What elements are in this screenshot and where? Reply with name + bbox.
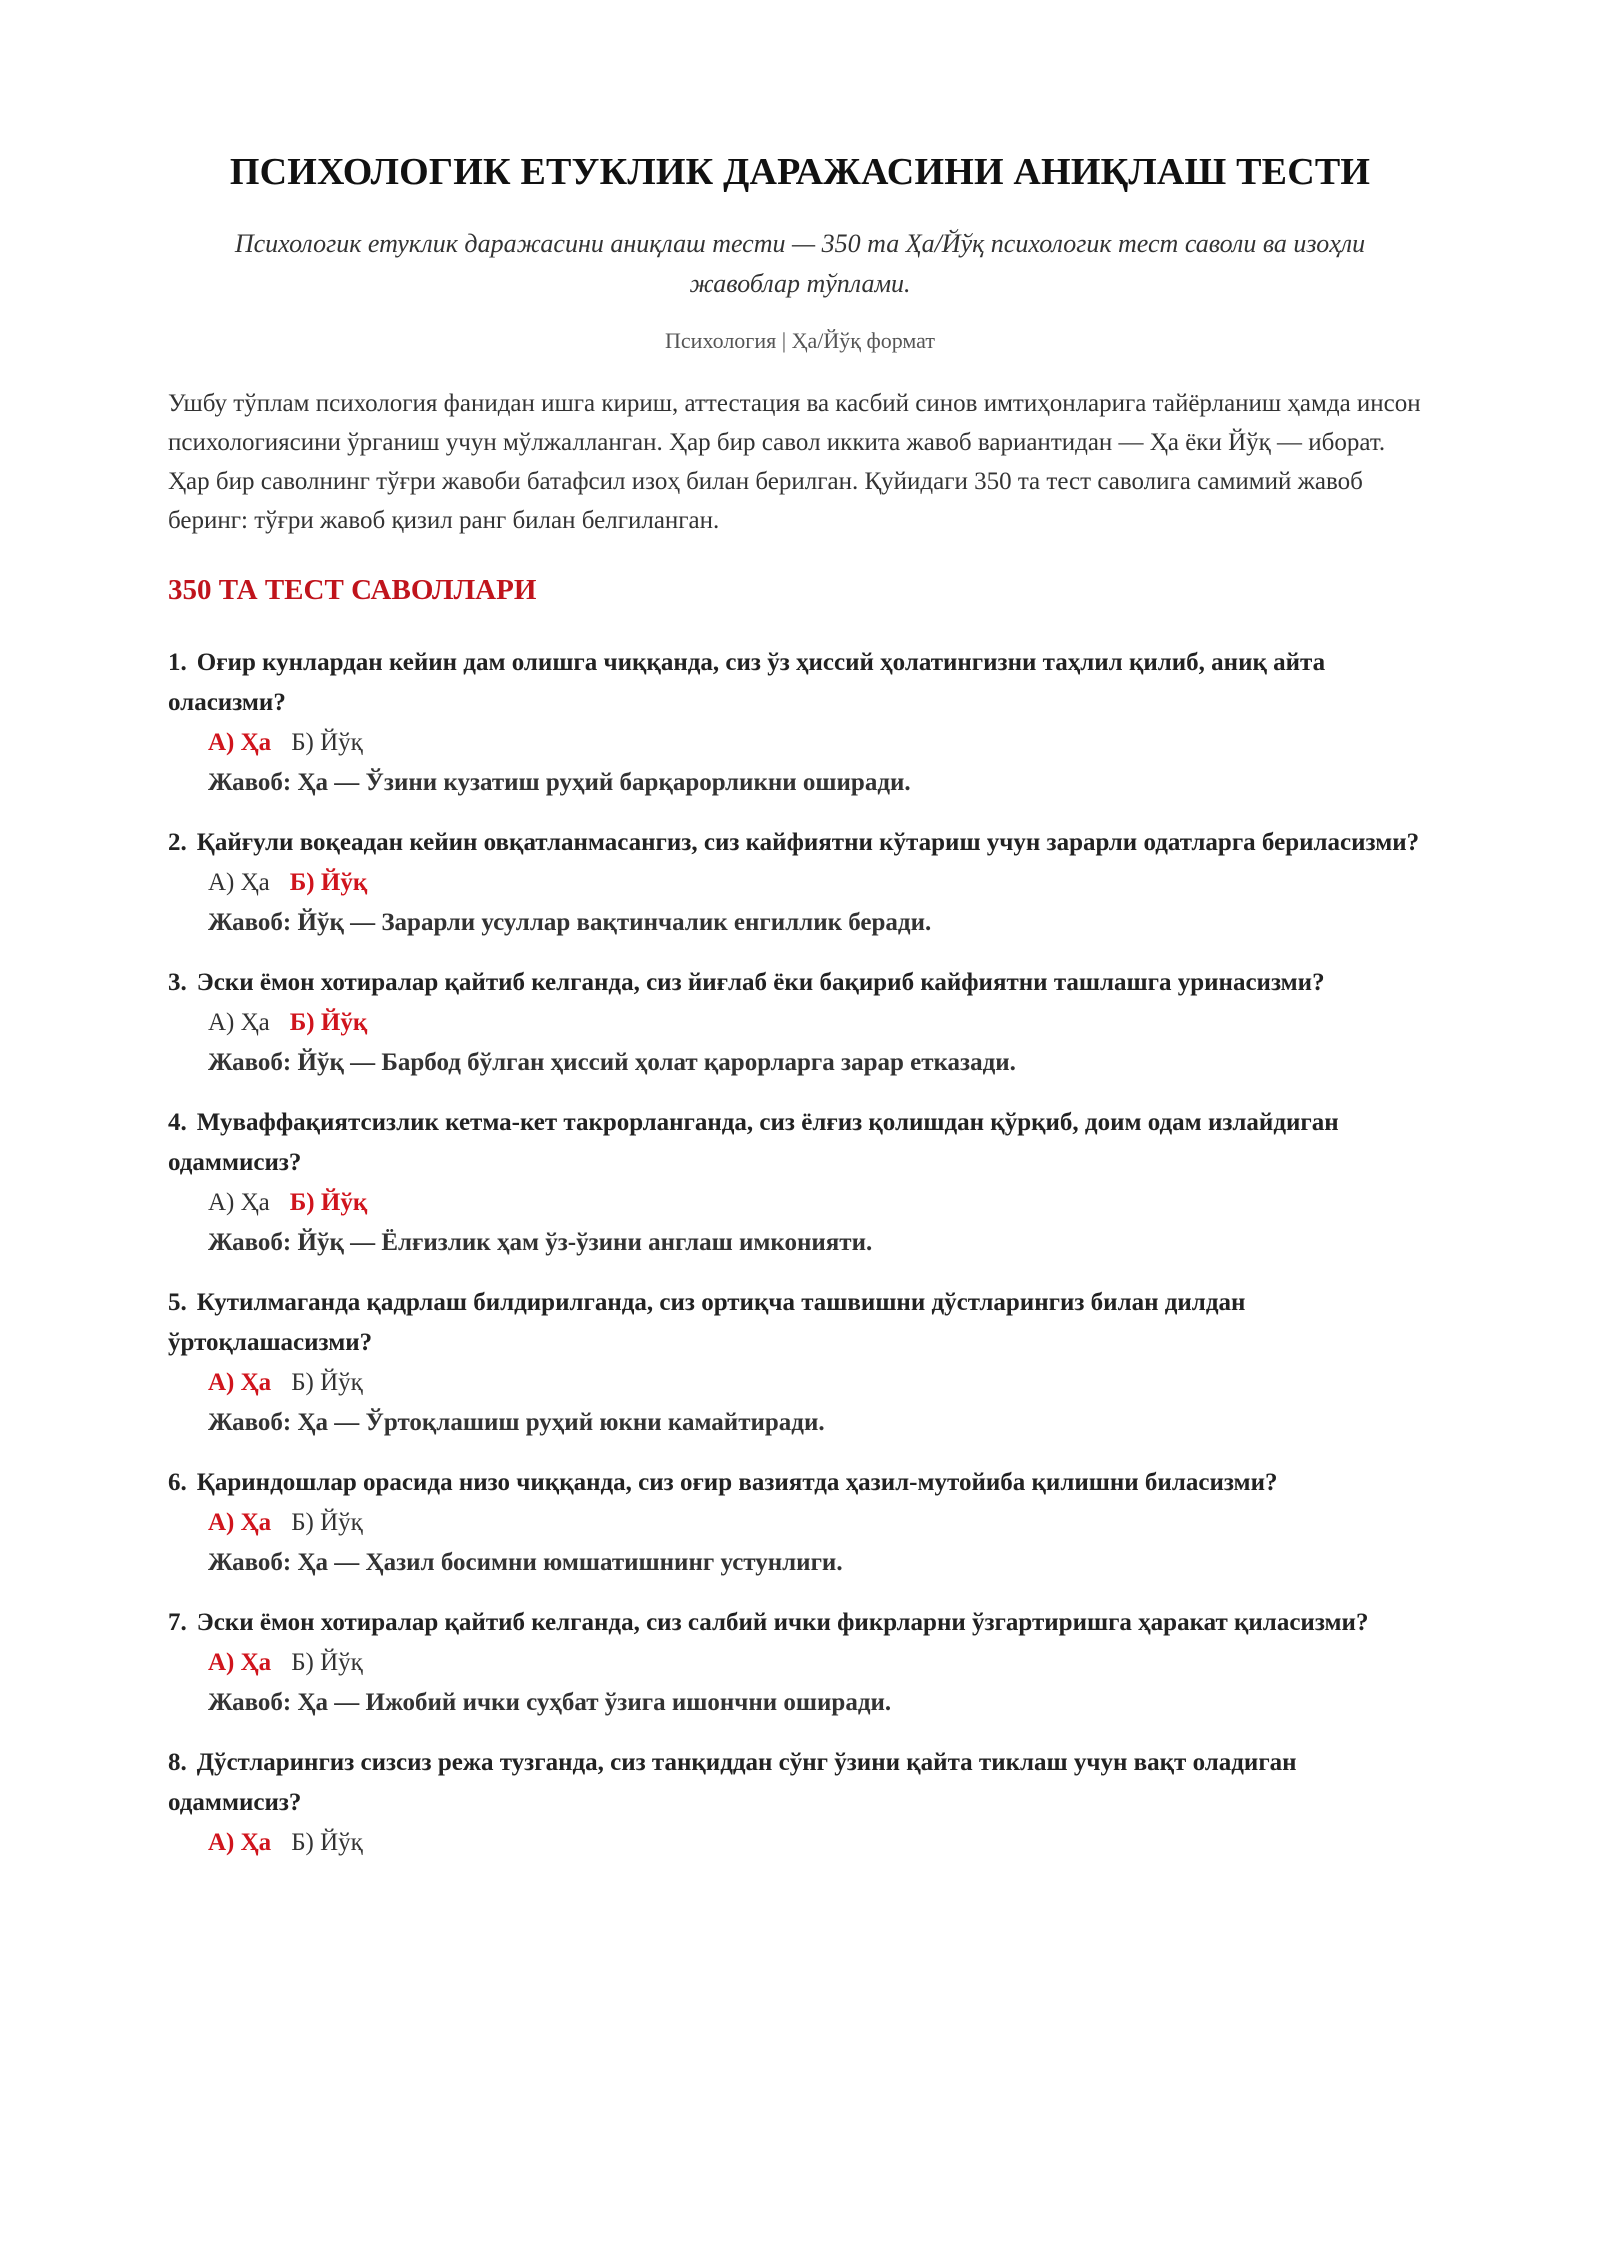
answer-options <box>168 1003 1432 1043</box>
question-number: 3. <box>168 969 187 996</box>
question-text: Дўстларингиз сизсиз режа тузганда, сиз танқиддан сўнг ўзини қайта тиклаш учун вақт оладиган одаммисиз? <box>168 1749 1297 1816</box>
answer-options <box>168 1183 1432 1223</box>
question-text: Муваффақиятсизлик кетма-кет такрорланганда, сиз ёлғиз қолишдан қўрқиб, доим одам излайдиган одаммисиз? <box>168 1109 1339 1176</box>
question-item <box>168 643 1432 803</box>
question-text-line <box>168 963 1432 1003</box>
answer-options <box>168 1363 1432 1403</box>
question-number: 2. <box>168 829 187 856</box>
answer-explanation: Жавоб: Йўқ — Барбод бўлган ҳиссий ҳолат қарорларга зарар етказади. <box>208 1049 1016 1076</box>
question-item <box>168 1103 1432 1263</box>
question-number: 6. <box>168 1469 187 1496</box>
answer-explanation: Жавоб: Ҳа — Ўзини кузатиш руҳий барқарорликни оширади. <box>208 769 911 796</box>
option-a: А) Ҳа <box>208 1009 270 1036</box>
option-b: Б) Йўқ <box>289 1009 368 1036</box>
question-number: 4. <box>168 1109 187 1136</box>
option-b: Б) Йўқ <box>291 1369 363 1396</box>
document-subtitle: Психологик етуклик даражасини аниқлаш тести — 350 та Ҳа/Йўқ психологик тест саволи ва изоҳли жавоблар тўплами. <box>234 229 1366 298</box>
option-b: Б) Йўқ <box>291 1649 363 1676</box>
option-a: А) Ҳа <box>208 1369 272 1396</box>
question-text-line <box>168 1743 1432 1823</box>
question-item <box>168 823 1432 943</box>
answer-options <box>168 1503 1432 1543</box>
answer-options <box>168 1823 1432 1863</box>
question-number: 8. <box>168 1749 187 1776</box>
question-item <box>168 963 1432 1083</box>
question-text-line <box>168 1463 1432 1503</box>
answer-explanation: Жавоб: Ҳа — Ижобий ички суҳбат ўзига ишончни оширади. <box>208 1689 892 1716</box>
answer-options <box>168 723 1432 763</box>
question-number: 1. <box>168 649 187 676</box>
document-meta: Психология | Ҳа/Йўқ формат <box>665 328 935 353</box>
option-b: Б) Йўқ <box>289 1189 368 1216</box>
question-text-line <box>168 1603 1432 1643</box>
option-b: Б) Йўқ <box>291 1829 363 1856</box>
option-a: А) Ҳа <box>208 1829 272 1856</box>
question-text: Оғир кунлардан кейин дам олишга чиққанда, сиз ўз ҳиссий ҳолатингизни таҳлил қилиб, аниқ айта оласизми? <box>168 649 1326 716</box>
question-list <box>168 643 1432 1863</box>
intro-paragraph: Ушбу тўплам психология фанидан ишга кириш, аттестация ва касбий синов имтиҳонларига тайёрланиш ҳамда инсон психологиясини ўрганиш учун мўлжалланган. Ҳар бир савол иккита жавоб вариантидан — Ҳа ёки Йўқ — иборат. Ҳар бир саволнинг тўғри жавоби батафсил изоҳ билан берилган. Қуйидаги 350 та тест саволига самимий жавоб беринг: тўғри жавоб қизил ранг билан белгиланган. <box>168 390 1421 534</box>
question-item <box>168 1603 1432 1723</box>
question-text-line <box>168 823 1432 863</box>
option-a: А) Ҳа <box>208 1189 270 1216</box>
option-b: Б) Йўқ <box>291 1509 363 1536</box>
option-b: Б) Йўқ <box>291 729 363 756</box>
question-item <box>168 1463 1432 1583</box>
question-item <box>168 1743 1432 1863</box>
question-text: Эски ёмон хотиралар қайтиб келганда, сиз йиғлаб ёки бақириб кайфиятни ташлашга уринасизми? <box>196 969 1325 996</box>
question-text: Қайғули воқеадан кейин овқатланмасангиз, сиз кайфиятни кўтариш учун зарарли одатларга бериласизми? <box>196 829 1420 856</box>
option-a: А) Ҳа <box>208 1649 272 1676</box>
question-text: Кутилмаганда қадрлаш билдирилганда, сиз ортиқча ташвишни дўстларингиз билан дилдан ўртоқлашасизми? <box>168 1289 1246 1356</box>
option-a: А) Ҳа <box>208 729 272 756</box>
answer-explanation: Жавоб: Ҳа — Ўртоқлашиш руҳий юкни камайтиради. <box>208 1409 825 1436</box>
question-text-line <box>168 1103 1432 1183</box>
option-a: А) Ҳа <box>208 869 270 896</box>
answer-options <box>168 863 1432 903</box>
question-number: 7. <box>168 1609 187 1636</box>
question-text-line <box>168 643 1432 723</box>
answer-options <box>168 1643 1432 1683</box>
answer-explanation: Жавоб: Йўқ — Зарарли усуллар вақтинчалик енгиллик беради. <box>208 909 932 936</box>
answer-explanation: Жавоб: Ҳа — Ҳазил босимни юмшатишнинг устунлиги. <box>208 1549 843 1576</box>
option-a: А) Ҳа <box>208 1509 272 1536</box>
question-text: Эски ёмон хотиралар қайтиб келганда, сиз салбий ички фикрларни ўзгартиришга ҳаракат қиласизми? <box>196 1609 1369 1636</box>
document-title: ПСИХОЛОГИК ЕТУКЛИК ДАРАЖАСИНИ АНИҚЛАШ ТЕСТИ <box>229 151 1371 193</box>
section-heading: 350 ТА ТЕСТ САВОЛЛАРИ <box>168 574 537 606</box>
question-item <box>168 1283 1432 1443</box>
question-number: 5. <box>168 1289 187 1316</box>
question-text-line <box>168 1283 1432 1363</box>
answer-explanation: Жавоб: Йўқ — Ёлғизлик ҳам ўз-ўзини англаш имконияти. <box>208 1229 873 1256</box>
option-b: Б) Йўқ <box>289 869 368 896</box>
question-text: Қариндошлар орасида низо чиққанда, сиз оғир вазиятда ҳазил-мутойиба қилишни биласизми? <box>196 1469 1278 1496</box>
